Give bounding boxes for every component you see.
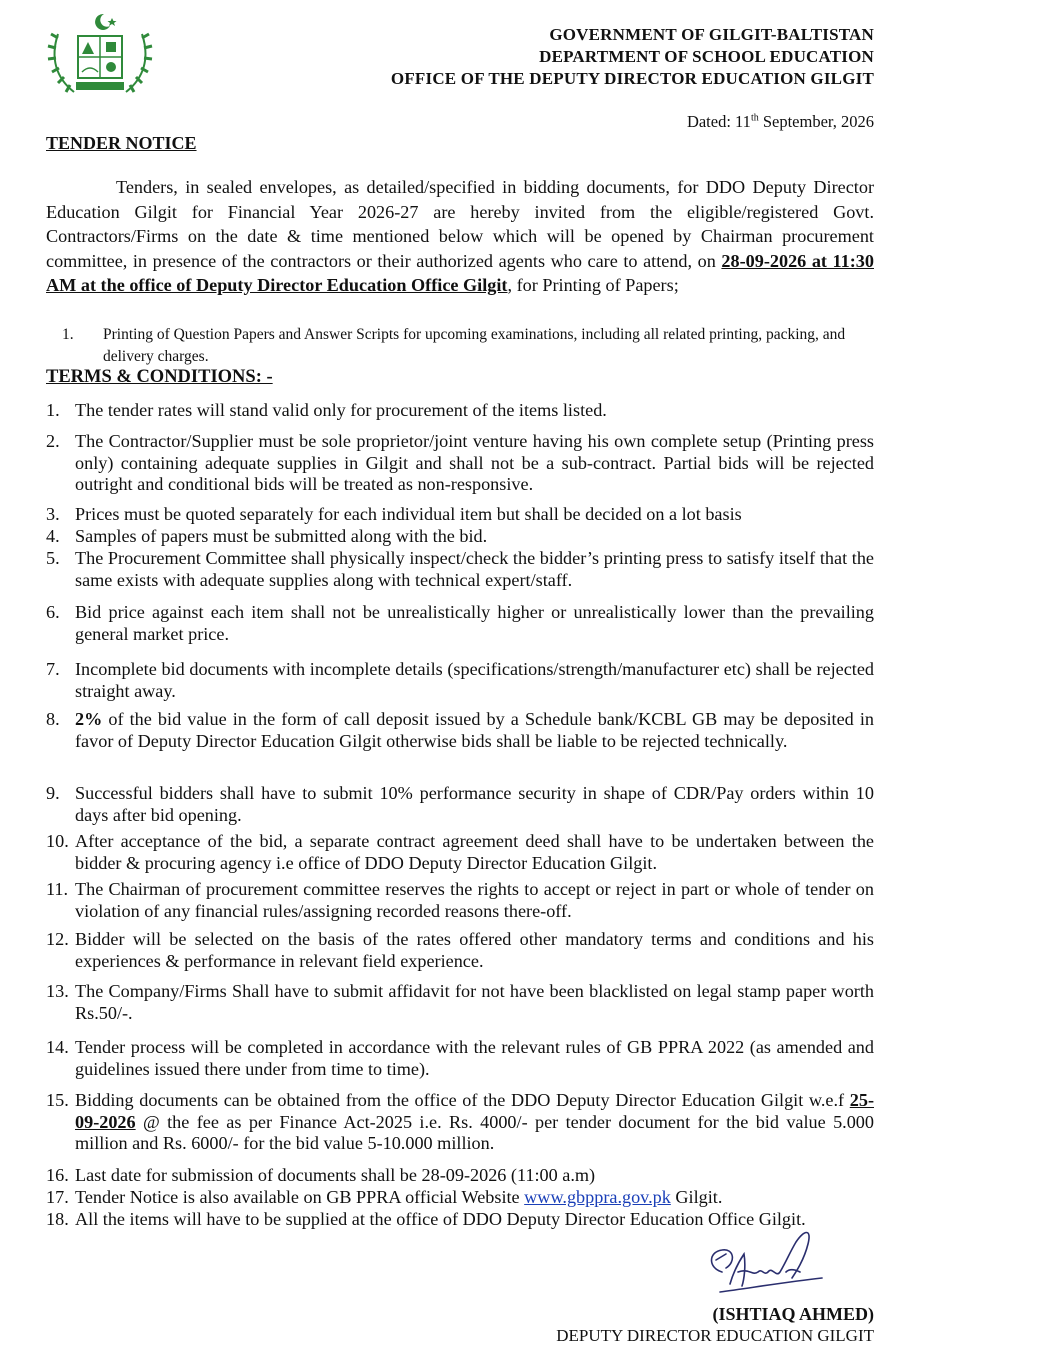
term-number: 8. (46, 709, 60, 729)
term-number: 9. (46, 783, 60, 803)
term-number: 15. (46, 1090, 69, 1110)
signatory-name: (ISHTIAQ AHMED) (712, 1304, 874, 1324)
term-text-rest: of the bid value in the form of call deposit issued by a Schedule bank/KCBL GB may be deposited in favor of Deputy Director Education Gilgit otherwise bids shall be liable to be rejected technically. (75, 709, 874, 751)
term-text: Tender process will be completed in accordance with the relevant rules of GB PPRA 2022 (as amended and guidelines issued there under from time to time). (75, 1037, 874, 1079)
gb-government-emblem-logo (44, 8, 156, 100)
term-text: Samples of papers must be submitted along with the bid. (75, 526, 488, 546)
term-number: 14. (46, 1037, 69, 1057)
term-text: The Chairman of procurement committee reserves the rights to accept or reject in part or whole of tender on violation of any financial rules/assigning recorded reasons there-off. (75, 879, 874, 921)
term-number: 17. (46, 1187, 69, 1207)
header-office: OFFICE OF THE DEPUTY DIRECTOR EDUCATION GILGIT (390, 69, 874, 88)
term-text: Last date for submission of documents shall be 28-09-2026 (11:00 a.m) (75, 1165, 596, 1185)
handwritten-signature (700, 1222, 830, 1308)
term-number: 5. (46, 548, 60, 568)
date-line (687, 112, 874, 132)
term-text: The Company/Firms Shall have to submit affidavit for not have been blacklisted on legal stamp paper worth Rs.50/-. (75, 981, 874, 1023)
term-text: The Procurement Committee shall physically inspect/check the bidder’s printing press to satisfy itself that the same exists with adequate supplies along with technical expert/staff. (75, 548, 874, 590)
term-text: Successful bidders shall have to submit 10% performance security in shape of CDR/Pay orders within 10 days after bid opening. (75, 783, 874, 825)
term-number: 11. (46, 879, 69, 899)
term-number: 10. (46, 831, 69, 851)
notice-title: TENDER NOTICE (46, 133, 197, 153)
term-text (75, 1090, 874, 1155)
date-prefix: Dated: 11 (686, 112, 751, 131)
signatory-designation: DEPUTY DIRECTOR EDUCATION GILGIT (556, 1326, 874, 1345)
term-text-post: @ the fee as per Finance Act-2025 i.e. Rs. 4000/- per tender document for the bid value 5.000 million and Rs. 6000/- for the bid value 5-10.000 million. (75, 1111, 874, 1154)
term-number: 6. (46, 602, 60, 622)
term-text: Prices must be quoted separately for each individual item but shall be decided on a lot basis (75, 504, 742, 524)
header-department: DEPARTMENT OF SCHOOL EDUCATION (539, 47, 874, 66)
term-number: 16. (46, 1165, 69, 1185)
tender-item-number: 1. (62, 326, 74, 343)
date-suffix: September, 2026 (758, 112, 874, 131)
documents-available-date: 25-09-2026 (75, 1090, 874, 1132)
term-number: 18. (46, 1209, 69, 1229)
term-number: 3. (46, 504, 60, 524)
term-number: 1. (46, 400, 60, 420)
intro-text-1: Tenders, in sealed envelopes, as detailed/specified in bidding documents, for DDO Deputy Director Education Gilgit for Financial Year 2026-27 are hereby invited from the eligible/registered Govt. Contractors/Firms on the date & time mentioned below which will be opened by Chairman procurement committee, in presence of the contractors or their authorized agents who care to attend, on (46, 177, 874, 271)
term-text: Incomplete bid documents with incomplete details (specifications/strength/manufacturer etc) shall be rejected straight away. (75, 659, 874, 701)
term-text: All the items will have to be supplied at the office of DDO Deputy Director Education Office Gilgit. (75, 1209, 806, 1229)
header-government: GOVERNMENT OF GILGIT-BALTISTAN (549, 25, 874, 44)
term-text: The tender rates will stand valid only for procurement of the items listed. (75, 400, 607, 420)
term-text (75, 1187, 874, 1209)
term-number: 12. (46, 929, 69, 949)
term-number: 7. (46, 659, 60, 679)
term-text-pre: Tender Notice is also available on GB PPRA official Website (75, 1187, 525, 1207)
date-ordinal: th (750, 112, 759, 124)
term-text: Bid price against each item shall not be unrealistically higher or unrealistically lower than the prevailing general market price. (75, 602, 874, 644)
gbppra-website-link[interactable]: www.gbppra.gov.pk (524, 1187, 671, 1207)
term-number: 4. (46, 526, 60, 546)
intro-text-2: , for Printing of Papers; (507, 275, 679, 296)
term-text-pre: Bidding documents can be obtained from the office of the DDO Deputy Director Education Gilgit w.e.f (75, 1090, 850, 1110)
letterhead (391, 24, 874, 90)
term-number: 2. (46, 431, 60, 451)
term-number: 13. (46, 981, 69, 1001)
term-text: After acceptance of the bid, a separate contract agreement deed shall have to be undertaken between the bidder & procuring agency i.e office of DDO Deputy Director Education Gilgit. (75, 831, 874, 873)
tender-item-text: Printing of Question Papers and Answer Scripts for upcoming examinations, including all related printing, packing, and delivery charges. (103, 326, 846, 365)
deposit-percentage: 2% (75, 709, 103, 729)
intro-paragraph (46, 175, 874, 298)
term-text: The Contractor/Supplier must be sole proprietor/joint venture having his own complete setup (Printing press only) containing adequate supplies in Gilgit and shall not be a sub-contract. Partial bids will be rejected outright and conditional bids will be treated as non-responsive. (75, 431, 874, 495)
term-text: Bidder will be selected on the basis of the rates offered other mandatory terms and conditions and his experiences & performance in relevant field experience. (75, 929, 874, 971)
term-text-post: Gilgit. (670, 1187, 723, 1207)
intro-date-venue: 28-09-2026 at 11:30 AM at the office of Deputy Director Education Office Gilgit (46, 250, 874, 296)
term-text (75, 709, 874, 752)
terms-heading: TERMS & CONDITIONS: - (46, 367, 273, 387)
